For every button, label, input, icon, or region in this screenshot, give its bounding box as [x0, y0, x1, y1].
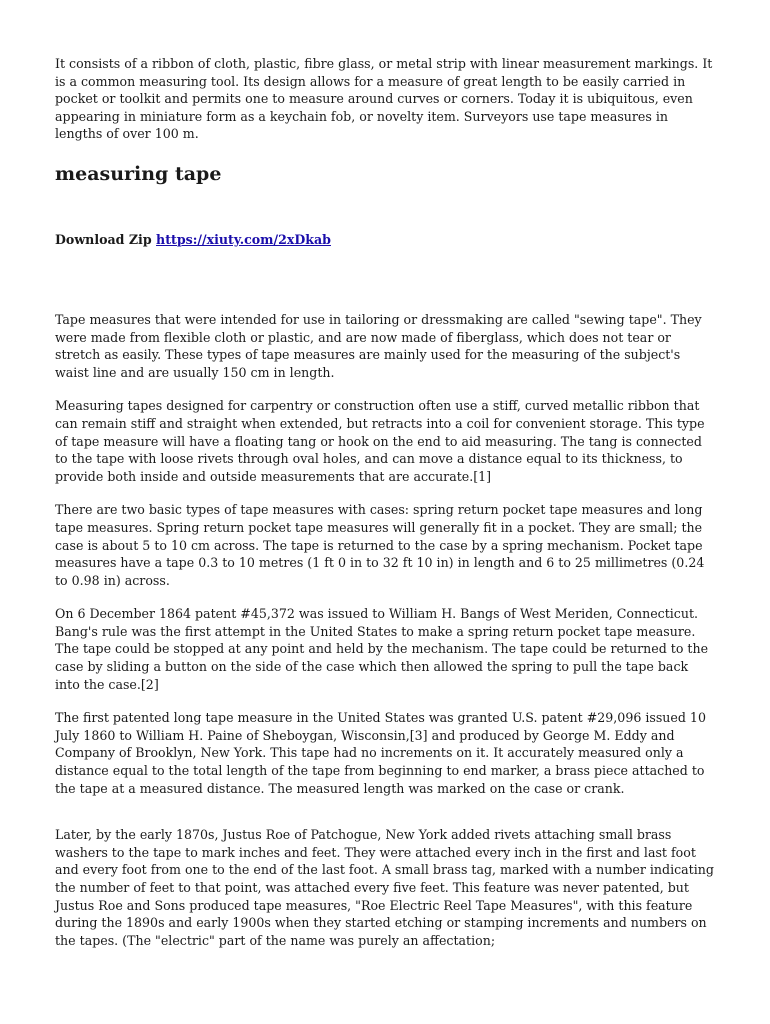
intro-paragraph: It consists of a ribbon of cloth, plastic, fibre glass, or metal strip with linear measurement markings. It is a common measuring tool. Its design allows for a measure of great length to be easily carried in pocket or toolkit and permits one to measure around curves or corners. Today it is ubiquitous, even appearing in miniature form as a keychain fob, or novelty item. Surveyors use tape measures in lengths of over 100 m.	[55, 56, 713, 142]
paragraph-tape-types: There are two basic types of tape measures with cases: spring return pocket tape measures and long tape measures. Spring return pocket tape measures will generally fit in a pocket. They are small; the case is about 5 to 10 cm across. The tape is returned to the case by a spring mechanism. Pocket tape measures have a tape 0.3 to 10 metres (1 ft 0 in to 32 ft 10 in) in length and 6 to 25 millimetres (0.24 to 0.98 in) across.	[55, 502, 705, 588]
spacer	[55, 249, 715, 311]
paragraph-bangs-patent: On 6 December 1864 patent #45,372 was issued to William H. Bangs of West Meriden, Connecticut. Bang's rule was the first attempt in the United States to make a spring return pocket tape measure. The tape could be stopped at any point and held by the mechanism. The tape could be returned to the case by sliding a button on the side of the case which then allowed the spring to pull the tape back into the case.[2]	[55, 606, 709, 692]
document-page	[55, 55, 715, 965]
paragraph-carpentry-tape: Measuring tapes designed for carpentry or construction often use a stiff, curved metallic ribbon that can remain stiff and straight when extended, but retracts into a coil for convenient storage. This type of tape measure will have a floating tang or hook on the end to aid measuring. The tang is connected to the tape with loose rivets through oval holes, and can move a distance equal to its thickness, to provide both inside and outside measurements that are accurate.[1]	[55, 398, 705, 484]
paragraph-sewing-tape: Tape measures that were intended for use in tailoring or dressmaking are called "sewing tape". They were made from flexible cloth or plastic, and are now made of fiberglass, which does not tear or stretch as easily. These types of tape measures are mainly used for the measuring of the subject's waist line and are usually 150 cm in length.	[55, 311, 702, 380]
paragraph-first-long-tape: The first patented long tape measure in the United States was granted U.S. patent #29,096 issued 10 July 1860 to William H. Paine of Sheboygan, Wisconsin,[3] and produced by George M. Eddy and Company of Brooklyn, New York. This tape had no increments on it. It accurately measured only a distance equal to the total length of the tape from beginning to end marker, a brass piece attached to the tape at a measured distance. The measured length was marked on the case or crank.	[55, 710, 706, 796]
paragraph-justus-roe: Later, by the early 1870s, Justus Roe of Patchogue, New York added rivets attaching small brass washers to the tape to mark inches and feet. They were attached every inch in the first and last foot and every foot from one to the end of the last foot. A small brass tag, marked with a number indicating the number of feet to that point, was attached every five feet. This feature was never patented, but Justus Roe and Sons produced tape measures, "Roe Electric Reel Tape Measures", with this feature during the 1890s and early 1900s when they started etching or stamping increments and numbers on the tapes. (The "electric" part of the name was purely an affectation;	[55, 827, 714, 948]
download-line	[55, 231, 715, 249]
download-label: Download Zip	[55, 231, 157, 247]
download-link[interactable]: https://xiuty.com/2xDkab	[156, 231, 331, 247]
page-heading: measuring tape	[55, 162, 222, 185]
